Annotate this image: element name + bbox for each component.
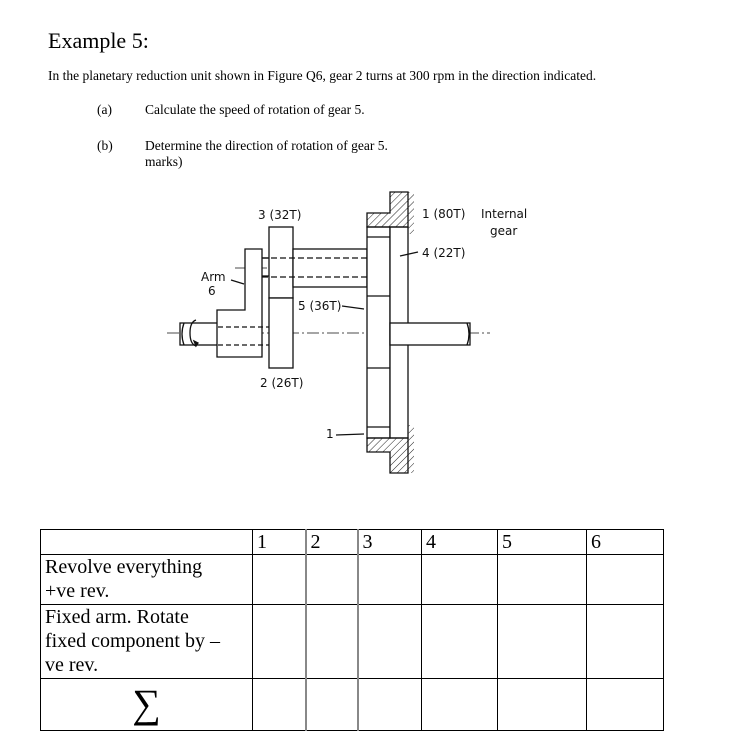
table-row xyxy=(41,555,664,605)
row-label-line: +ve rev. xyxy=(45,580,110,602)
row-label xyxy=(41,555,253,605)
output-shaft xyxy=(390,323,470,345)
label-gear-1: 1 (80T) xyxy=(422,207,466,221)
sum-symbol: ∑ xyxy=(41,679,253,731)
internal-gear-top-flange xyxy=(367,192,408,227)
arm-6 xyxy=(217,249,262,357)
tabular-method-table xyxy=(40,529,664,731)
question-a-text: Calculate the speed of rotation of gear 5. xyxy=(145,102,365,117)
table-cell[interactable] xyxy=(358,679,422,731)
table-cell[interactable] xyxy=(422,605,498,679)
header-cell: 2 xyxy=(306,530,358,555)
header-cell xyxy=(41,530,253,555)
label-gear-1-bottom: 1 xyxy=(326,427,334,441)
label-arm: Arm xyxy=(201,270,226,284)
label-gear-word: gear xyxy=(490,224,518,238)
table-cell[interactable] xyxy=(306,555,358,605)
gear-5 xyxy=(367,227,390,438)
header-cell: 3 xyxy=(358,530,422,555)
label-gear-5: 5 (36T) xyxy=(298,299,342,313)
table-cell[interactable] xyxy=(587,555,664,605)
table-cell[interactable] xyxy=(422,679,498,731)
question-b-marks: marks) xyxy=(145,154,183,169)
header-cell: 6 xyxy=(587,530,664,555)
table-cell[interactable] xyxy=(498,605,587,679)
row-label-line: fixed component by – xyxy=(45,630,220,652)
table-cell[interactable] xyxy=(422,555,498,605)
header-cell: 4 xyxy=(422,530,498,555)
problem-statement: In the planetary reduction unit shown in Figure Q6, gear 2 turns at 300 rpm in the direction indicated. xyxy=(48,68,597,83)
header-cell: 1 xyxy=(253,530,306,555)
table-cell[interactable] xyxy=(498,555,587,605)
table-cell[interactable] xyxy=(306,605,358,679)
input-shaft xyxy=(180,323,218,345)
row-label-line: Revolve everything xyxy=(45,556,203,578)
question-a-label: (a) xyxy=(97,102,112,117)
label-gear-2: 2 (26T) xyxy=(260,376,304,390)
table-cell[interactable] xyxy=(358,555,422,605)
gear-2 xyxy=(269,298,293,368)
table-cell[interactable] xyxy=(587,679,664,731)
page-title: Example 5: xyxy=(48,28,149,53)
table-cell[interactable] xyxy=(253,605,306,679)
table-cell[interactable] xyxy=(253,679,306,731)
label-arm-number: 6 xyxy=(208,284,216,298)
question-b-label: (b) xyxy=(97,138,113,153)
table-row xyxy=(41,605,664,679)
label-gear-3: 3 (32T) xyxy=(258,208,302,222)
table-cell[interactable] xyxy=(587,605,664,679)
header-cell: 5 xyxy=(498,530,587,555)
internal-gear-bottom-flange xyxy=(367,438,408,473)
table-cell[interactable] xyxy=(498,679,587,731)
question-b-text: Determine the direction of rotation of gear 5. xyxy=(145,138,388,153)
label-gear-4: 4 (22T) xyxy=(422,246,466,260)
row-label-line: Fixed arm. Rotate xyxy=(45,606,189,628)
gear-4-shaft xyxy=(293,249,367,287)
row-label xyxy=(41,605,253,679)
gear-3 xyxy=(269,227,293,298)
table-cell[interactable] xyxy=(253,555,306,605)
label-internal: Internal xyxy=(481,207,528,221)
table-cell[interactable] xyxy=(306,679,358,731)
table-row xyxy=(41,679,664,731)
table-cell[interactable] xyxy=(358,605,422,679)
table-header-row xyxy=(41,530,664,555)
row-label-line: ve rev. xyxy=(45,654,99,676)
